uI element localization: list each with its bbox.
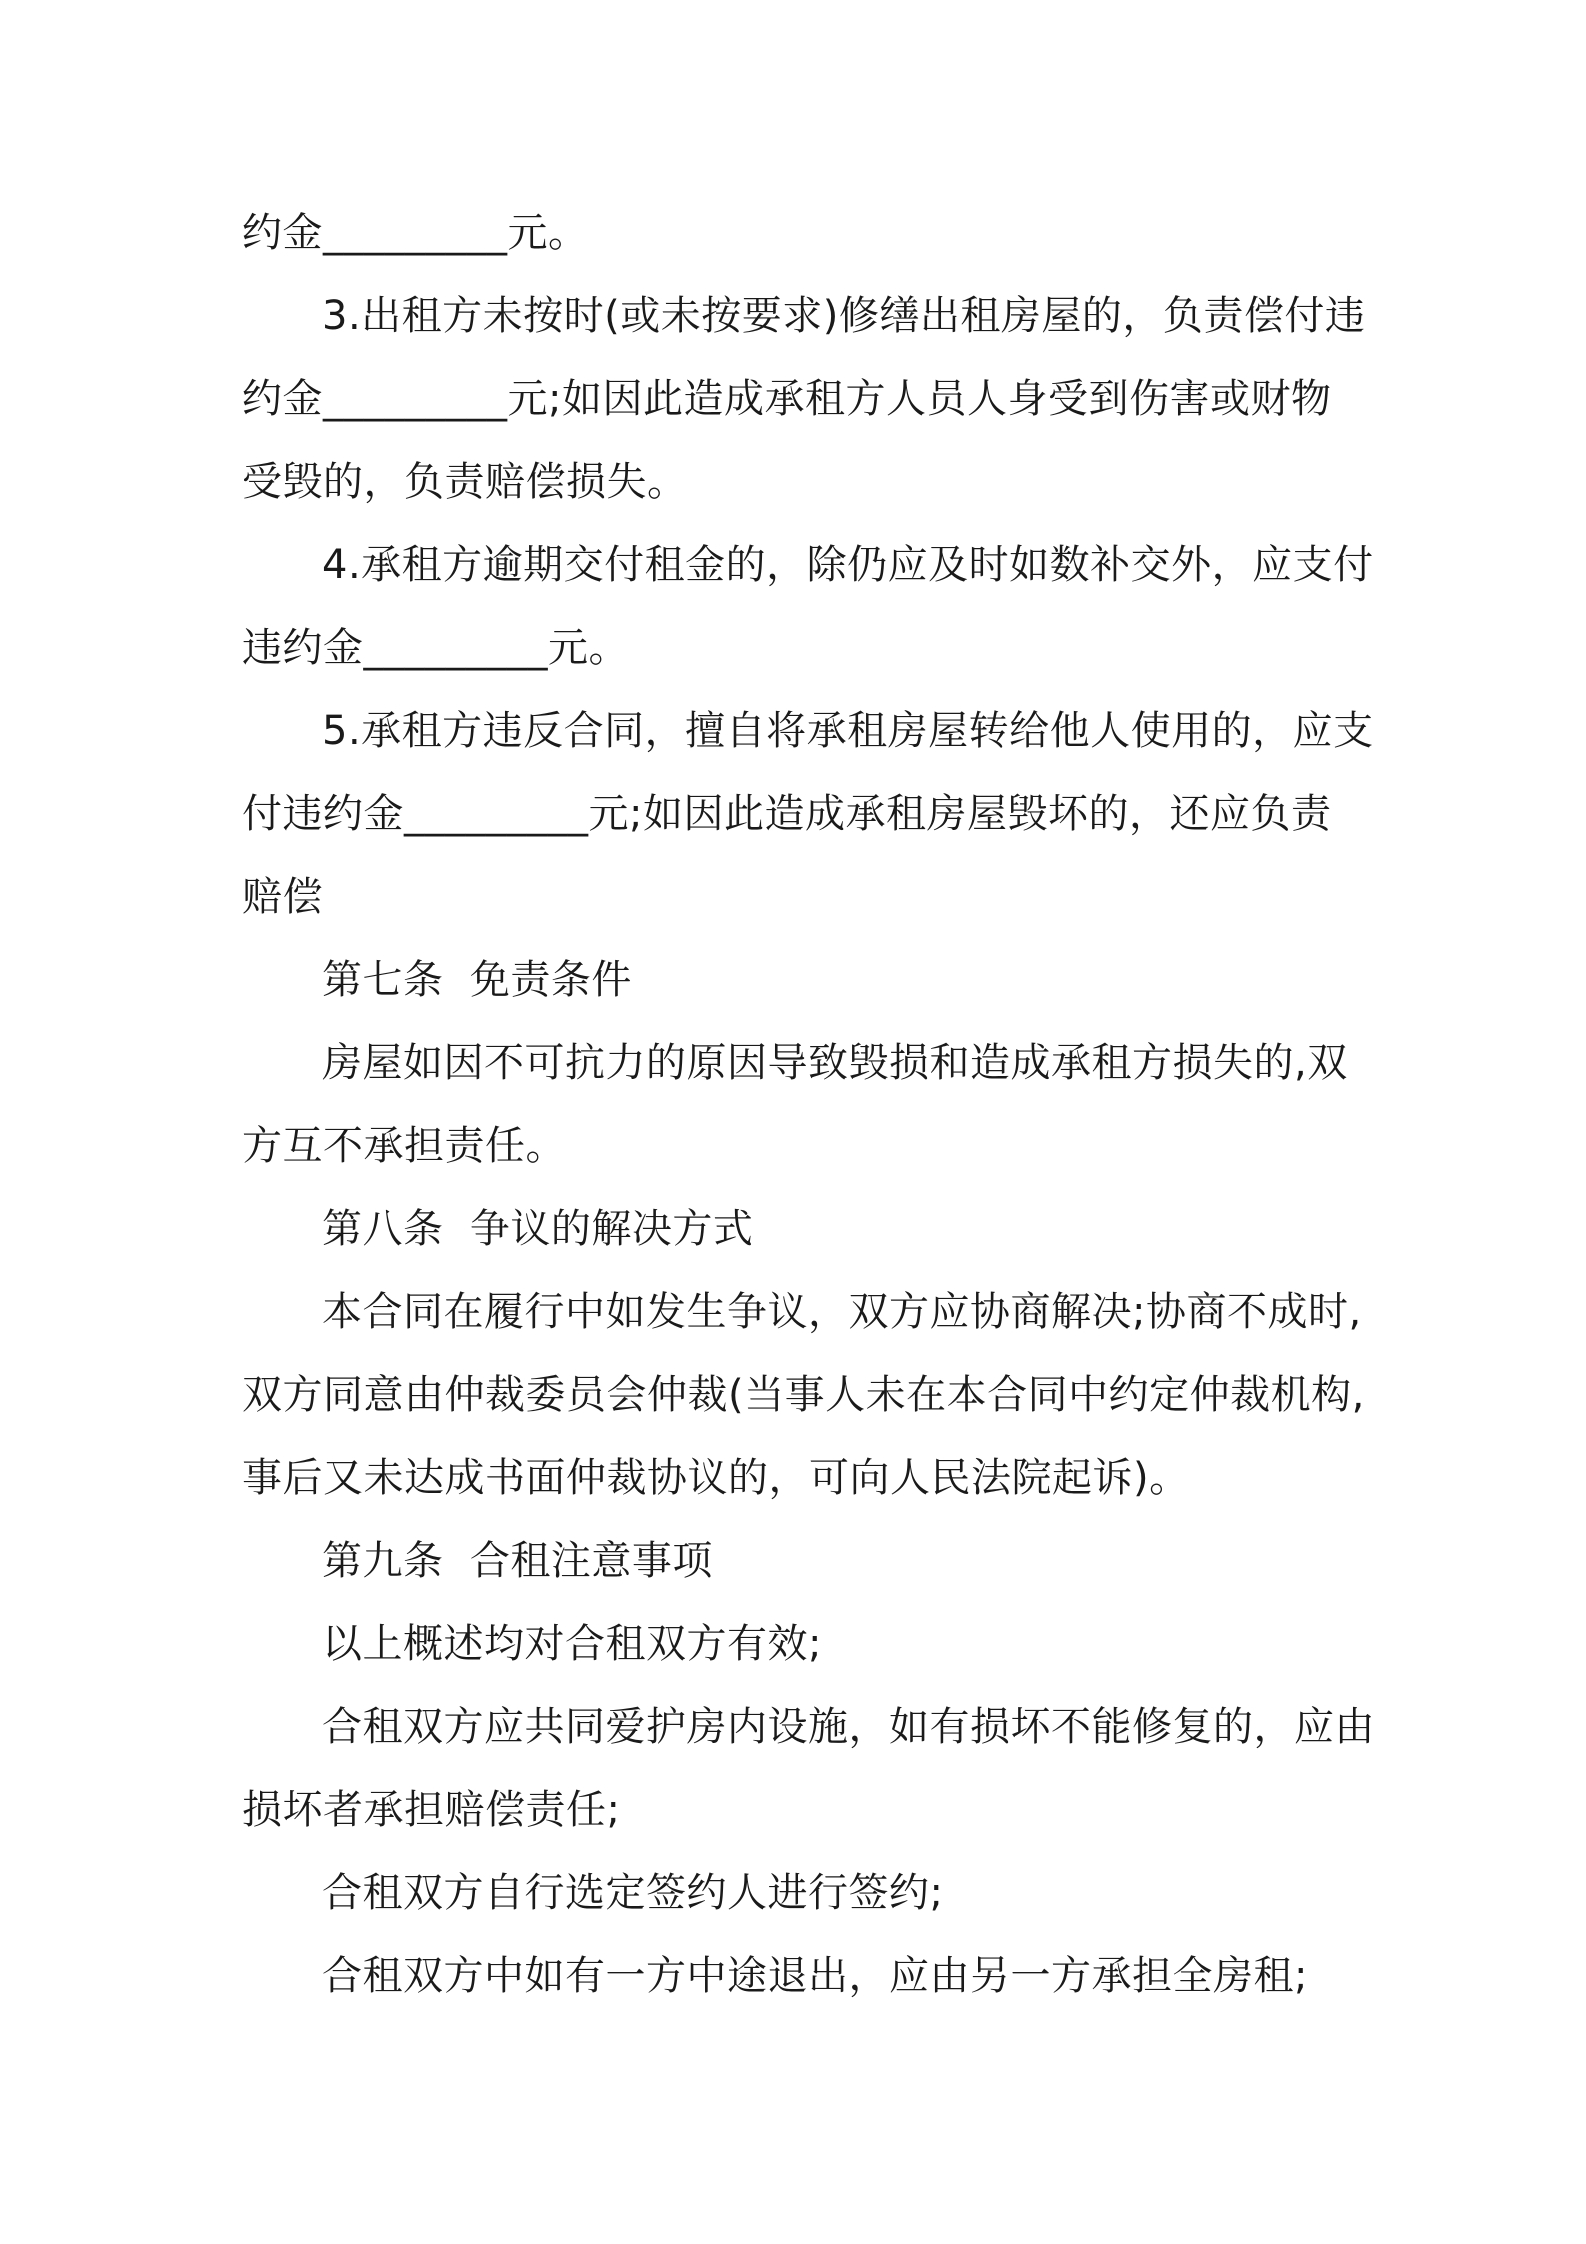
clause-3-text: 3.出租方未按时(或未按要求)修缮出租房屋的，负责偿付违 [322,293,1366,339]
text-line: 违约金_________元。 [242,625,629,671]
article-9-item: 合租双方中如有一方中途退出，应由另一方承担全房租; [322,1953,1308,1999]
article-8-heading: 第八条 争议的解决方式 [322,1206,754,1252]
text-line: 赔偿 [242,874,323,920]
text-line: 付违约金_________元;如因此造成承租房屋毁坏的，还应负责 [242,791,1332,837]
article-8-text: 本合同在履行中如发生争议，双方应协商解决;协商不成时, [322,1289,1362,1335]
article-9-item: 合租双方应共同爱护房内设施，如有损坏不能修复的，应由 [322,1704,1375,1750]
article-9-item: 合租双方自行选定签约人进行签约; [322,1870,944,1916]
text-line: 约金_________元。 [242,210,589,256]
clause-5-text: 5.承租方违反合同，擅自将承租房屋转给他人使用的，应支 [322,708,1374,754]
article-7-text: 房屋如因不可抗力的原因导致毁损和造成承租方损失的,双 [322,1040,1348,1086]
text-line: 约金_________元;如因此造成承租方人员人身受到伤害或财物 [242,376,1332,422]
text-line: 双方同意由仲裁委员会仲裁(当事人未在本合同中约定仲裁机构, [242,1372,1365,1418]
document-page [242,192,1375,2018]
text-line: 事后又未达成书面仲裁协议的，可向人民法院起诉)。 [242,1455,1190,1501]
text-line: 受毁的，负责赔偿损失。 [242,459,688,505]
text-line: 方互不承担责任。 [242,1123,566,1169]
article-9-heading: 第九条 合租注意事项 [322,1538,713,1584]
article-9-item: 以上概述均对合租双方有效; [322,1621,822,1667]
article-7-heading: 第七条 免责条件 [322,957,632,1003]
clause-4-text: 4.承租方逾期交付租金的，除仍应及时如数补交外，应支付 [322,542,1374,588]
text-line: 损坏者承担赔偿责任; [242,1787,621,1833]
